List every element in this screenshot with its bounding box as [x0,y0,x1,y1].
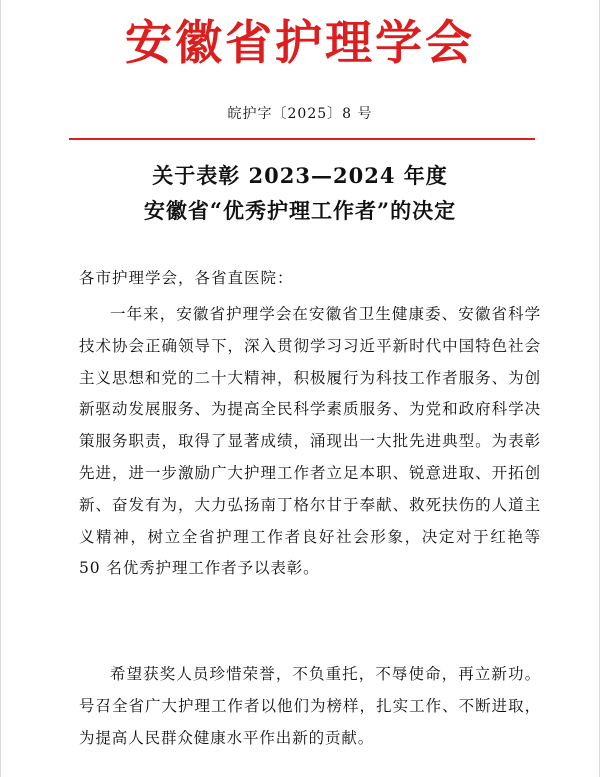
red-divider-line [69,138,535,140]
document-number: 皖护字〔2025〕8 号 [227,106,373,122]
salutation: 各市护理学会，各省直医院： [79,269,294,287]
body-paragraph-2: 希望获奖人员珍惜荣誉，不负重托，不辱使命，再立新功。号召全省广大护理工作者以他们为榜样，扎实工作、不断进取，为提高人民群众健康水平作出新的贡献。 [79,665,541,747]
organization-name-header: 安徽省护理学会 [125,16,475,71]
document-title-line-1: 关于表彰 2023—2024 年度 [152,163,448,188]
body-paragraph-1: 一年来，安徽省护理学会在安徽省卫生健康委、安徽省科学技术协会正确领导下，深入贯彻学习习近平新时代中国特色社会主义思想和党的二十大精神，积极履行为科技工作者服务、为创新驱动发展服务、为提高全民科学素质服务、为党和政府科学决策服务职责，取得了显著成绩，涌现出一大批先进典型。为表彰先进，进一步激励广大护理工作者立足本职、锐意进取、开拓创新、奋发有为，大力弘扬南丁格尔甘于奉献、救死扶伤的人道主义精神，树立全省护理工作者良好社会形象，决定对于红艳等 50 名优秀护理工作者予以表彰。 [79,305,541,578]
document-title-line-2: 安徽省“优秀护理工作者”的决定 [143,198,457,223]
